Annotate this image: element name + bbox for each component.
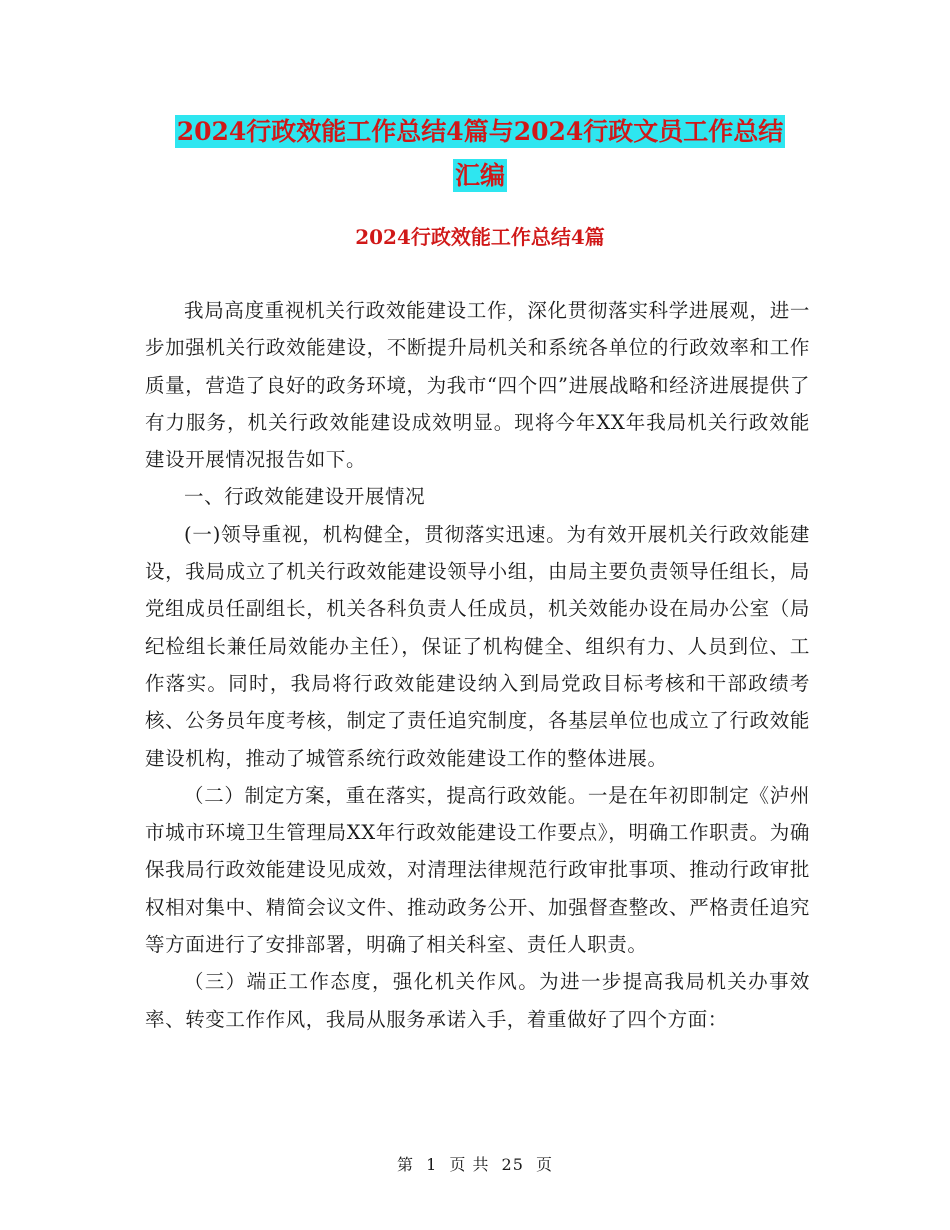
page-footer	[0, 1153, 950, 1177]
paragraph-item-3: （三）端正工作态度，强化机关作风。为进一步提高我局机关办事效率、转变工作作风，我局从服务承诺入手，着重做好了四个方面：	[145, 970, 810, 1031]
paragraph-intro: 我局高度重视机关行政效能建设工作，深化贯彻落实科学进展观，进一步加强机关行政效能建设，不断提升局机关和系统各单位的行政效率和工作质量，营造了良好的政务环境，为我市“四个四”进展战略和经济进展提供了有力服务，机关行政效能建设成效明显。现将今年XX年我局机关行政效能建设开展情况报告如下。	[145, 299, 810, 472]
footer-page-suffix: 页	[536, 1155, 554, 1174]
paragraph-item-1: (一)领导重视，机构健全，贯彻落实迅速。为有效开展机关行政效能建设，我局成立了机关行政效能建设领导小组，由局主要负责领导任组长，局党组成员任副组长，机关各科负责人任成员，机关效能办设在局办公室（局纪检组长兼任局效能办主任），保证了机构健全、组织有力、人员到位、工作落实。同时，我局将行政效能建设纳入到局党政目标考核和干部政绩考核、公务员年度考核，制定了责任追究制度，各基层单位也成立了行政效能建设机构，推动了城管系统行政效能建设工作的整体进展。	[145, 522, 810, 770]
footer-page-number: 1	[426, 1155, 438, 1174]
footer-page-total: 25	[501, 1155, 524, 1174]
document-body	[145, 292, 810, 1038]
document-title-line1: 2024行政效能工作总结4篇与2024行政文员工作总结	[176, 117, 784, 146]
footer-page-prefix: 第	[396, 1155, 414, 1174]
document-title	[140, 110, 820, 198]
section-title: 2024行政效能工作总结4篇	[355, 225, 605, 249]
footer-page-mid: 页 共	[449, 1155, 490, 1174]
paragraph-item-2: （二）制定方案，重在落实，提高行政效能。一是在年初即制定《泸州市城市环境卫生管理局XX年行政效能建设工作要点》，明确工作职责。为确保我局行政效能建设见成效，对清理法律规范行政审批事项、推动行政审批权相对集中、精简会议文件、推动政务公开、加强督查整改、严格责任追究等方面进行了安排部署，明确了相关科室、责任人职责。	[145, 783, 810, 957]
paragraph-heading-1: 一、行政效能建设开展情况	[184, 485, 426, 509]
document-title-line2: 汇编	[454, 161, 505, 190]
